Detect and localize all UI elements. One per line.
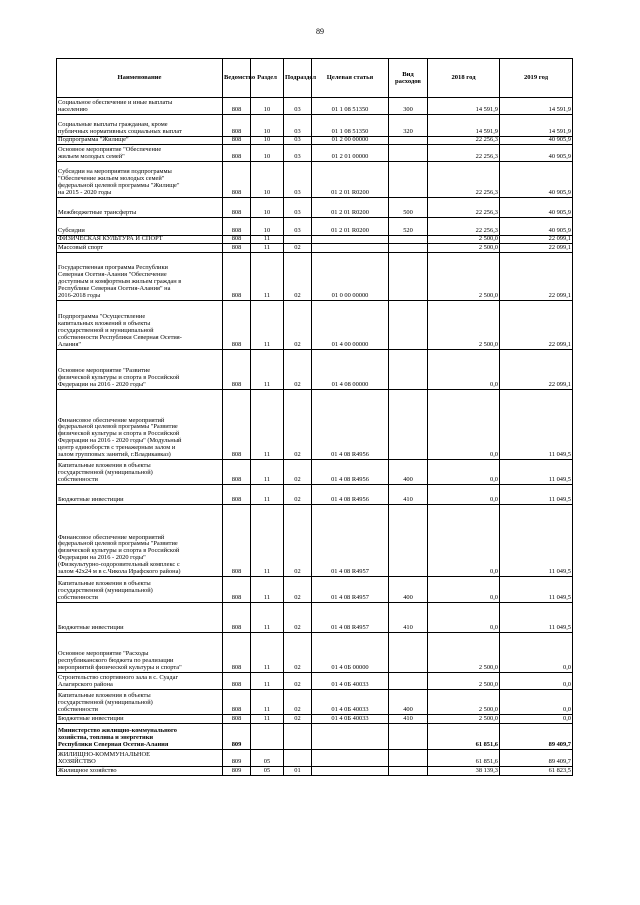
cell-2019: 11 049,5 [500, 603, 573, 633]
cell-expense-type [389, 724, 428, 750]
cell-name: Капитальные вложения в объекты государственной (муниципальной) собственности [57, 577, 223, 603]
cell-dept: 808 [223, 253, 251, 301]
cell-subsection: 03 [284, 98, 312, 115]
table-row [57, 750, 573, 767]
cell-2018: 0,0 [428, 505, 500, 577]
cell-subsection: 03 [284, 137, 312, 145]
cell-name: Социальные выплаты гражданам, кроме публичных нормативных социальных выплат [57, 115, 223, 137]
cell-expense-type: 320 [389, 115, 428, 137]
cell-dept: 808 [223, 633, 251, 673]
cell-target: 01 2 00 00000 [312, 137, 389, 145]
cell-target: 01 1 08 51350 [312, 98, 389, 115]
cell-2019: 40 905,9 [500, 218, 573, 236]
cell-expense-type [389, 750, 428, 767]
cell-2019: 22 099,1 [500, 236, 573, 244]
cell-expense-type [389, 390, 428, 460]
cell-expense-type: 410 [389, 485, 428, 505]
table-row [57, 505, 573, 577]
column-header-subsection: Подраздел [284, 59, 312, 98]
table-row [57, 145, 573, 162]
cell-subsection: 02 [284, 485, 312, 505]
cell-2018: 2 500,0 [428, 244, 500, 253]
cell-2018: 14 591,9 [428, 115, 500, 137]
cell-2019: 89 409,7 [500, 724, 573, 750]
column-header-section: Раздел [251, 59, 284, 98]
cell-target: 01 2 01 R0200 [312, 218, 389, 236]
cell-target: 01 4 08 R4957 [312, 577, 389, 603]
cell-dept: 808 [223, 162, 251, 198]
cell-section: 10 [251, 162, 284, 198]
cell-section: 11 [251, 460, 284, 485]
cell-name: Государственная программа Республики Северная Осетия-Алания "Обеспечение доступным и комфортным жильем граждан в Республике Северная Осетия-Алания" на 2016-2018 годы [57, 253, 223, 301]
cell-2019: 11 049,5 [500, 505, 573, 577]
cell-expense-type [389, 767, 428, 776]
cell-expense-type [389, 253, 428, 301]
cell-section: 10 [251, 137, 284, 145]
cell-section: 10 [251, 145, 284, 162]
table-row [57, 244, 573, 253]
cell-expense-type [389, 633, 428, 673]
cell-section: 11 [251, 690, 284, 715]
cell-2018: 2 500,0 [428, 690, 500, 715]
cell-section: 11 [251, 505, 284, 577]
table-row [57, 603, 573, 633]
table-row [57, 198, 573, 218]
cell-2019: 0,0 [500, 690, 573, 715]
cell-2019: 0,0 [500, 673, 573, 690]
cell-subsection: 02 [284, 350, 312, 390]
table-row [57, 715, 573, 724]
cell-subsection [284, 236, 312, 244]
cell-subsection: 02 [284, 715, 312, 724]
column-header-name: Наименование [57, 59, 223, 98]
cell-section: 11 [251, 390, 284, 460]
cell-name: Капитальные вложения в объекты государственной (муниципальной) собственности [57, 690, 223, 715]
cell-expense-type: 500 [389, 198, 428, 218]
column-header-2019: 2019 год [500, 59, 573, 98]
cell-dept: 808 [223, 603, 251, 633]
cell-section: 10 [251, 198, 284, 218]
cell-2018: 14 591,9 [428, 98, 500, 115]
cell-section: 05 [251, 767, 284, 776]
table-row [57, 301, 573, 350]
cell-section: 10 [251, 98, 284, 115]
cell-2019: 40 905,9 [500, 145, 573, 162]
cell-name: Основное мероприятие "Обеспечение жильем молодых семей" [57, 145, 223, 162]
cell-target: 01 4 08 R4957 [312, 505, 389, 577]
cell-expense-type: 300 [389, 98, 428, 115]
cell-subsection: 02 [284, 673, 312, 690]
cell-name: ФИЗИЧЕСКАЯ КУЛЬТУРА И СПОРТ [57, 236, 223, 244]
cell-name: Основное мероприятие "Расходы республиканского бюджета по реализации мероприятий физической культуры и спорта" [57, 633, 223, 673]
table-row [57, 633, 573, 673]
cell-name: Финансовое обеспечение мероприятий федеральной целевой программы "Развитие физической культуры и спорта в Российской Федерации на 2016 - 2020 годы" (Физкультурно-оздоровительный комплекс с залом 42х24 м в с.Чикола Ирафского района) [57, 505, 223, 577]
cell-section: 11 [251, 236, 284, 244]
cell-2018: 0,0 [428, 603, 500, 633]
cell-section: 11 [251, 715, 284, 724]
cell-target: 01 2 01 00000 [312, 145, 389, 162]
cell-dept: 808 [223, 673, 251, 690]
cell-name: Жилищное хозяйство [57, 767, 223, 776]
table-row [57, 218, 573, 236]
table-row [57, 577, 573, 603]
cell-dept: 808 [223, 690, 251, 715]
cell-target: 01 4 08 R4956 [312, 390, 389, 460]
table-row [57, 137, 573, 145]
cell-target: 01 2 01 R0200 [312, 162, 389, 198]
cell-name: Межбюджетные трансферты [57, 198, 223, 218]
cell-dept: 808 [223, 485, 251, 505]
cell-section: 10 [251, 218, 284, 236]
cell-name: Основное мероприятие "Развитие физической культуры и спорта в Российской Федерации на 2016 - 2020 годы" [57, 350, 223, 390]
cell-target: 01 4 08 R4957 [312, 603, 389, 633]
cell-expense-type [389, 244, 428, 253]
table-row [57, 390, 573, 460]
cell-subsection: 03 [284, 145, 312, 162]
table-header-row [57, 59, 573, 98]
column-header-expense-type: Вид расходов [389, 59, 428, 98]
cell-name: Капитальные вложения в объекты государственной (муниципальной) собственности [57, 460, 223, 485]
cell-expense-type [389, 162, 428, 198]
column-header-2018: 2018 год [428, 59, 500, 98]
cell-2019: 40 905,9 [500, 198, 573, 218]
cell-name: Бюджетные инвестиции [57, 715, 223, 724]
table-row [57, 236, 573, 244]
cell-subsection: 02 [284, 390, 312, 460]
cell-dept: 808 [223, 115, 251, 137]
table-row [57, 98, 573, 115]
cell-2019: 14 591,9 [500, 115, 573, 137]
cell-target: 01 2 01 R0200 [312, 198, 389, 218]
cell-dept: 808 [223, 236, 251, 244]
cell-expense-type [389, 505, 428, 577]
cell-name: Массовый спорт [57, 244, 223, 253]
cell-section [251, 724, 284, 750]
cell-target: 01 0 00 00000 [312, 253, 389, 301]
cell-target: 01 4 0Б 00000 [312, 633, 389, 673]
cell-2018: 61 851,6 [428, 724, 500, 750]
cell-subsection [284, 724, 312, 750]
cell-2018: 22 256,3 [428, 198, 500, 218]
cell-name: Подпрограмма "Жилище" [57, 137, 223, 145]
table-row [57, 253, 573, 301]
cell-section: 11 [251, 301, 284, 350]
cell-target: 01 4 0Б 40033 [312, 673, 389, 690]
cell-dept: 809 [223, 767, 251, 776]
cell-2019: 22 099,1 [500, 244, 573, 253]
cell-2019: 11 049,5 [500, 390, 573, 460]
cell-dept: 808 [223, 145, 251, 162]
cell-2018: 2 500,0 [428, 301, 500, 350]
cell-expense-type: 410 [389, 603, 428, 633]
table-row [57, 767, 573, 776]
cell-2019: 61 823,5 [500, 767, 573, 776]
cell-2018: 0,0 [428, 485, 500, 505]
cell-name: Субсидии [57, 218, 223, 236]
cell-2019: 89 409,7 [500, 750, 573, 767]
cell-2018: 2 500,0 [428, 633, 500, 673]
cell-target [312, 750, 389, 767]
cell-expense-type [389, 137, 428, 145]
cell-section: 11 [251, 577, 284, 603]
cell-target [312, 724, 389, 750]
cell-dept: 808 [223, 244, 251, 253]
cell-subsection: 02 [284, 690, 312, 715]
cell-dept: 808 [223, 577, 251, 603]
cell-2018: 0,0 [428, 390, 500, 460]
cell-2018: 22 256,3 [428, 145, 500, 162]
cell-name: Подпрограмма "Осуществление капитальных вложений в объекты государственной и муниципальной собственности Республики Северная Осетия- Алания" [57, 301, 223, 350]
cell-2018: 2 500,0 [428, 715, 500, 724]
cell-2019: 14 591,9 [500, 98, 573, 115]
cell-expense-type: 400 [389, 577, 428, 603]
cell-target: 01 4 00 00000 [312, 301, 389, 350]
cell-2019: 22 099,1 [500, 253, 573, 301]
cell-2018: 38 139,3 [428, 767, 500, 776]
cell-section: 11 [251, 350, 284, 390]
cell-subsection [284, 750, 312, 767]
cell-expense-type: 400 [389, 690, 428, 715]
table-row [57, 350, 573, 390]
cell-name: Социальное обеспечение и иные выплаты населению [57, 98, 223, 115]
cell-2019: 0,0 [500, 633, 573, 673]
cell-dept: 808 [223, 390, 251, 460]
cell-section: 11 [251, 253, 284, 301]
table-row [57, 460, 573, 485]
cell-expense-type [389, 301, 428, 350]
cell-section: 05 [251, 750, 284, 767]
cell-name: Финансовое обеспечение мероприятий федеральной целевой программы "Развитие физической культуры и спорта в Российской Федерации на 2016 - 2020 годы" (Модульный центр единоборств с тренажерным залом и залом групповых занятий, г.Владикавказ) [57, 390, 223, 460]
cell-name: Субсидии на мероприятия подпрограммы "Обеспечение жильем молодых семей" федеральной целевой программы "Жилище" на 2015 - 2020 годы [57, 162, 223, 198]
cell-dept: 808 [223, 460, 251, 485]
cell-expense-type [389, 145, 428, 162]
cell-2019: 22 099,1 [500, 350, 573, 390]
cell-target: 01 4 0Б 40033 [312, 690, 389, 715]
cell-section: 11 [251, 603, 284, 633]
cell-2019: 40 905,9 [500, 137, 573, 145]
cell-2018: 22 256,3 [428, 162, 500, 198]
cell-subsection: 02 [284, 603, 312, 633]
cell-2018: 22 256,3 [428, 137, 500, 145]
cell-dept: 808 [223, 715, 251, 724]
cell-subsection: 02 [284, 633, 312, 673]
cell-2018: 2 500,0 [428, 673, 500, 690]
cell-name: Строительство спортивного зала в с. Суадаг Алагирского района [57, 673, 223, 690]
cell-subsection: 03 [284, 162, 312, 198]
cell-subsection: 03 [284, 198, 312, 218]
cell-2018: 0,0 [428, 460, 500, 485]
cell-2019: 11 049,5 [500, 577, 573, 603]
cell-expense-type [389, 236, 428, 244]
cell-target: 01 4 08 R4956 [312, 460, 389, 485]
cell-2018: 0,0 [428, 577, 500, 603]
cell-section: 11 [251, 673, 284, 690]
cell-subsection: 03 [284, 218, 312, 236]
cell-subsection: 02 [284, 253, 312, 301]
cell-name: Бюджетные инвестиции [57, 603, 223, 633]
cell-dept: 809 [223, 724, 251, 750]
cell-subsection: 03 [284, 115, 312, 137]
cell-expense-type: 520 [389, 218, 428, 236]
cell-2019: 11 049,5 [500, 485, 573, 505]
cell-dept: 808 [223, 98, 251, 115]
table-row [57, 115, 573, 137]
cell-2019: 22 099,1 [500, 301, 573, 350]
cell-dept: 808 [223, 301, 251, 350]
cell-dept: 808 [223, 505, 251, 577]
cell-name: Бюджетные инвестиции [57, 485, 223, 505]
cell-2019: 11 049,5 [500, 460, 573, 485]
cell-2018: 2 500,0 [428, 253, 500, 301]
cell-expense-type [389, 350, 428, 390]
cell-2019: 40 905,9 [500, 162, 573, 198]
cell-target: 01 4 08 R4956 [312, 485, 389, 505]
cell-dept: 808 [223, 350, 251, 390]
page-number: 89 [316, 27, 324, 36]
table-body [57, 98, 573, 776]
cell-dept: 809 [223, 750, 251, 767]
cell-dept: 808 [223, 137, 251, 145]
cell-target: 01 1 08 51350 [312, 115, 389, 137]
table-row [57, 485, 573, 505]
cell-expense-type: 410 [389, 715, 428, 724]
table-row [57, 690, 573, 715]
column-header-dept: Ведомство [223, 59, 251, 98]
cell-section: 10 [251, 115, 284, 137]
cell-name: ЖИЛИЩНО-КОММУНАЛЬНОЕ ХОЗЯЙСТВО [57, 750, 223, 767]
cell-expense-type: 400 [389, 460, 428, 485]
column-header-target: Целевая статья [312, 59, 389, 98]
cell-name: Министерство жилищно-коммунального хозяйства, топлива и энергетики Республики Северная Осетия-Алания [57, 724, 223, 750]
table-row [57, 724, 573, 750]
cell-subsection: 01 [284, 767, 312, 776]
cell-section: 11 [251, 633, 284, 673]
cell-2019: 0,0 [500, 715, 573, 724]
cell-target [312, 236, 389, 244]
budget-table [56, 58, 573, 776]
table-row [57, 162, 573, 198]
cell-target: 01 4 08 00000 [312, 350, 389, 390]
cell-dept: 808 [223, 198, 251, 218]
cell-target [312, 244, 389, 253]
cell-section: 11 [251, 485, 284, 505]
cell-2018: 0,0 [428, 350, 500, 390]
cell-subsection: 02 [284, 460, 312, 485]
cell-2018: 22 256,3 [428, 218, 500, 236]
cell-target [312, 767, 389, 776]
cell-dept: 808 [223, 218, 251, 236]
cell-section: 11 [251, 244, 284, 253]
cell-subsection: 02 [284, 577, 312, 603]
cell-subsection: 02 [284, 244, 312, 253]
cell-2018: 61 851,6 [428, 750, 500, 767]
cell-2018: 2 500,0 [428, 236, 500, 244]
cell-target: 01 4 0Б 40033 [312, 715, 389, 724]
cell-subsection: 02 [284, 301, 312, 350]
cell-expense-type [389, 673, 428, 690]
table-row [57, 673, 573, 690]
cell-subsection: 02 [284, 505, 312, 577]
